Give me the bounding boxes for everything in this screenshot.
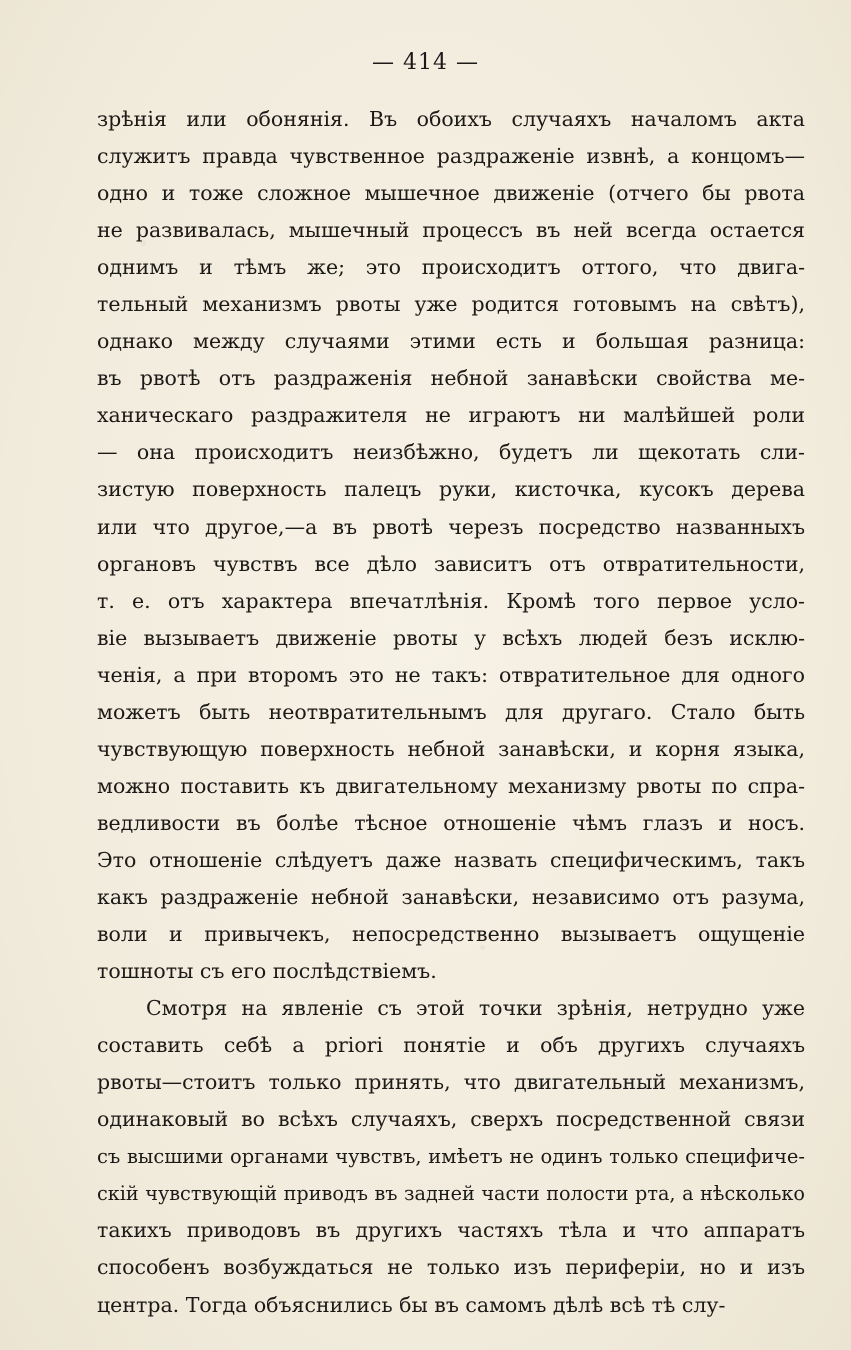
text-line: зрѣнія или обонянія. Въ обоихъ случаяхъ началомъ акта	[97, 107, 805, 131]
text-line: составить себѣ a priori понятіе и объ другихъ случаяхъ	[97, 1033, 805, 1058]
text-line: или что другое,—а въ рвотѣ черезъ посредство названныхъ	[97, 514, 805, 539]
text-line: органовъ чувствъ все дѣло зависитъ отъ отвратительности,	[97, 551, 805, 576]
text-line: въ рвотѣ отъ раздраженія небной занавѣски свойства ме-	[97, 366, 805, 391]
text-line: ханическаго раздражителя не играютъ ни малѣйшей роли	[97, 403, 805, 428]
text-line: не развивалась, мышечный процессъ въ ней всегда остается	[97, 218, 805, 243]
text-line: ченія, а при второмъ это не такъ: отвратительное для одного	[97, 662, 805, 687]
text-line: одинаковый во всѣхъ случаяхъ, сверхъ посредственной связи	[97, 1107, 805, 1132]
text-line: центра. Тогда объяснились бы въ самомъ дѣлѣ всѣ тѣ слу-	[97, 1292, 726, 1317]
text-line: Это отношеніе слѣдуетъ даже назвать специфическимъ, такъ	[97, 847, 805, 872]
text-line: Смотря на явленіе съ этой точки зрѣнія, нетрудно уже	[146, 996, 805, 1021]
text-line: воли и привычекъ, непосредственно вызываетъ ощущеніе	[97, 922, 805, 947]
text-line: тошноты съ его послѣдствіемъ.	[97, 959, 437, 984]
page-number: — 414 —	[372, 50, 479, 75]
text-line: можно поставить къ двигательному механизму рвоты по спра-	[97, 773, 805, 798]
text-line: т. е. отъ характера впечатлѣнія. Кромѣ того первое усло-	[97, 588, 805, 613]
text-line: віе вызываетъ движеніе рвоты у всѣхъ людей безъ исклю-	[97, 625, 805, 650]
text-line: — она происходитъ неизбѣжно, будетъ ли щекотать сли-	[97, 440, 805, 465]
text-line: ведливости въ болѣе тѣсное отношеніе чѣмъ глазъ и носъ.	[97, 810, 805, 835]
text-line: тельный механизмъ рвоты уже родится готовымъ на свѣтъ),	[97, 292, 805, 317]
text-line: способенъ возбуждаться не только изъ периферіи, но и изъ	[97, 1255, 805, 1280]
text-line: такихъ приводовъ въ другихъ частяхъ тѣла и что аппаратъ	[97, 1218, 805, 1243]
text-line: чувствующую поверхность небной занавѣски, и корня языка,	[97, 736, 805, 761]
text-line: съ высшими органами чувствъ, имѣетъ не одинъ только специфиче-	[97, 1145, 805, 1169]
text-line: зистую поверхность палецъ руки, кисточка, кусокъ дерева	[97, 477, 805, 502]
text-line: рвоты—стоитъ только принять, что двигательный механизмъ,	[97, 1070, 805, 1095]
text-line: какъ раздраженіе небной занавѣски, независимо отъ разума,	[97, 884, 805, 909]
text-line: одно и тоже сложное мышечное движеніе (отчего бы рвота	[97, 181, 805, 206]
paragraph	[97, 990, 805, 1323]
text-line: однимъ и тѣмъ же; это происходитъ оттого, что двига-	[97, 255, 805, 280]
text-line: однако между случаями этими есть и большая разница:	[97, 329, 805, 354]
text-line: служитъ правда чувственное раздраженіе извнѣ, а концомъ—	[97, 144, 805, 169]
paragraph	[97, 101, 805, 990]
text-line: скій чувствующій приводъ въ задней части полости рта, а нѣсколько	[97, 1182, 805, 1206]
body-text	[97, 101, 805, 1324]
text-line: можетъ быть неотвратительнымъ для другаго. Стало быть	[97, 699, 805, 724]
